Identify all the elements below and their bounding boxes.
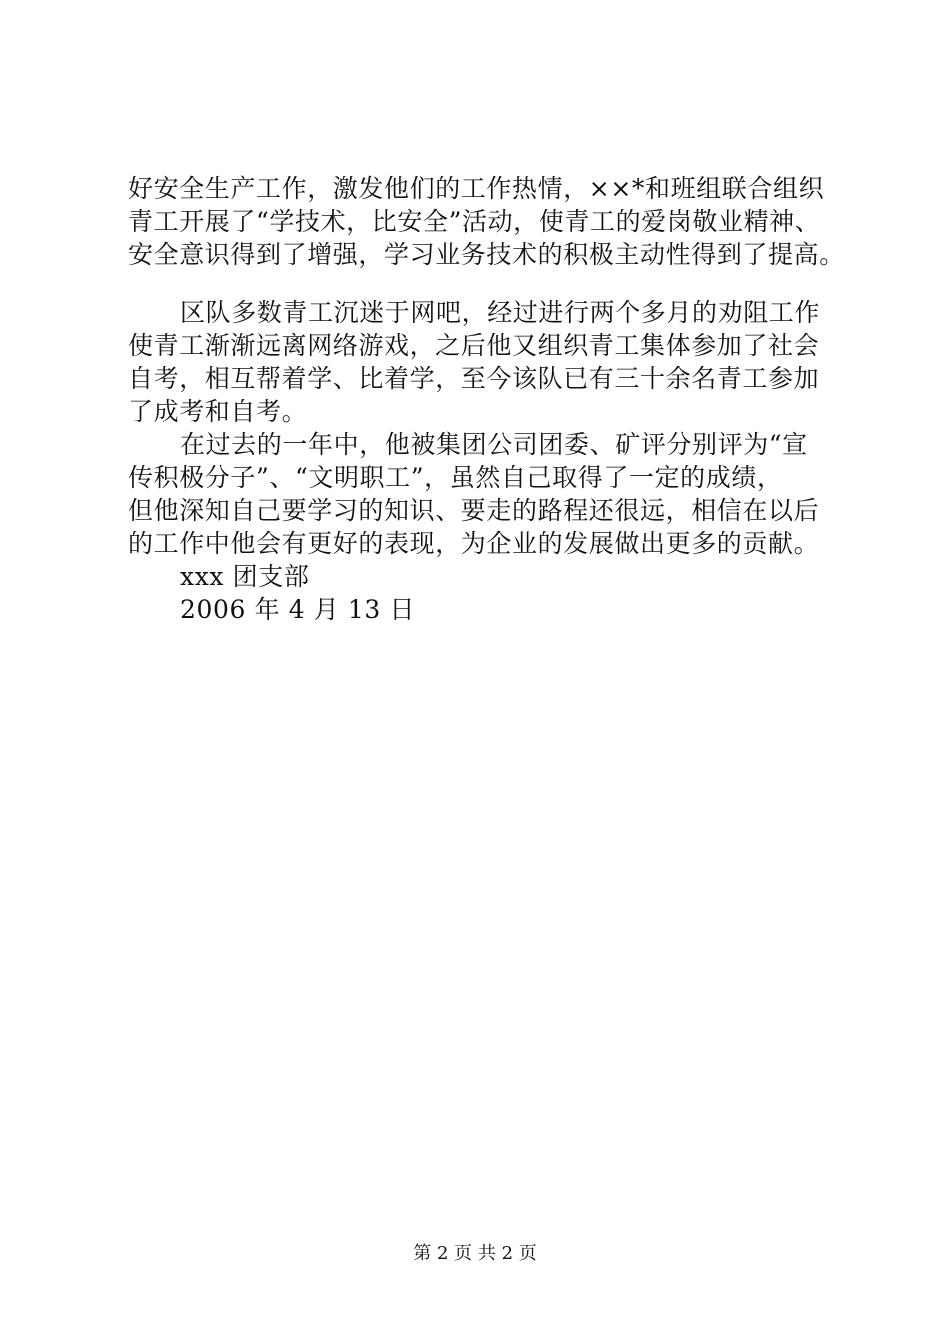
- paragraph-3: [128, 428, 848, 560]
- paragraph-line: 但他深知自己要学习的知识、要走的路程还很远，相信在以后: [128, 496, 820, 525]
- paragraph-spacer: [128, 271, 848, 296]
- paragraph-line: 好安全生产工作，激发他们的工作热情，××*和班组联合组织: [128, 174, 825, 203]
- document-body: [128, 172, 848, 626]
- paragraph-2: [128, 296, 848, 428]
- paragraph-line: 了成考和自考。: [128, 397, 308, 426]
- signature-date: 2006 年 4 月 13 日: [180, 595, 416, 624]
- paragraph-line: 在过去的一年中，他被集团公司团委、矿评分别评为“宣: [180, 430, 808, 459]
- paragraph-line: 青工开展了“学技术，比安全”活动，使青工的爱岗敬业精神、: [128, 207, 821, 236]
- paragraph-line: 使青工渐渐远离网络游戏，之后他又组织青工集体参加了社会: [128, 331, 820, 360]
- paragraph-line: 自考，相互帮着学、比着学，至今该队已有三十余名青工参加: [128, 364, 820, 393]
- paragraph-line: 区队多数青工沉迷于网吧，经过进行两个多月的劝阻工作: [180, 298, 821, 327]
- signature-block: [128, 560, 848, 626]
- paragraph-line: 安全意识得到了增强，学习业务技术的积极主动性得到了提高。: [128, 240, 845, 269]
- paragraph-line: 传积极分子”、“文明职工”，虽然自己取得了一定的成绩，: [128, 463, 783, 492]
- paragraph-line: 的工作中他会有更好的表现，为企业的发展做出更多的贡献。: [128, 529, 820, 558]
- signature-organization: xxx 团支部: [180, 562, 310, 591]
- page-footer: 第 2 页 共 2 页: [413, 1243, 537, 1264]
- paragraph-1: [128, 172, 848, 271]
